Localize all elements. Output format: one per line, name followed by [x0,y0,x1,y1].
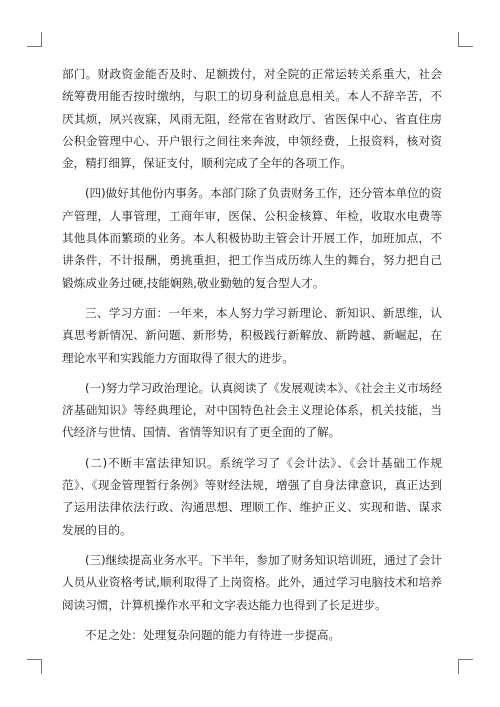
crop-mark-top-left [27,32,42,47]
paragraph-political-theory: (一)努力学习政治理论。认真阅读了《发展观读本》、《社会主义市场经济基础知识》等经典理论，对中国特色社会主义理论体系，机关技能，当代经济与世情、国情、省情等知识有了更全面的了解。 [62,380,442,440]
paragraph-shortcomings: 不足之处：处理复杂问题的能力有待进一步提高。 [85,627,341,642]
crop-mark-top-right [458,32,473,47]
paragraph-study-heading: 三、学习方面：一年来，本人努力学习新理论、新知识、新思维，认真思考新情况、新问题、新形势，积极践行新解放、新跨越、新崛起，在理论水平和实践能力方面取得了很大的进步。 [62,305,442,365]
paragraph-legal-knowledge: (二)不断丰富法律知识。系统学习了《会计法》、《会计基础工作规范》、《现金管理暂行条例》等财经法规，增强了自身法律意识，真正达到了运用法律依法行政、沟通思想、理顺工作、维护正义、实现和谐、谋求发展的目的。 [62,455,442,537]
document-body [62,63,442,654]
paragraph-other-duties: (四)做好其他份内事务。本部门除了负责财务工作，还分管本单位的资产管理，人事管理，工商年审，医保、公积金核算、年检，收取水电费等其他具体而繁琐的业务。本人积极协助主管会计开展工作，加班加点，不讲条件，不计报酬，勇挑重担，把工作当成历练人生的舞台，努力把自己锻炼成业务过硬,技能娴熟,敬业勤勉的复合型人才。 [62,186,442,290]
paragraph-continuation: 部门。财政资金能否及时、足额拨付，对全院的正常运转关系重大，社会统筹费用能否按时缴纳，与职工的切身利益息息相关。本人不辞辛苦，不厌其烦，夙兴夜寐，风雨无阻，经常在省财政厅、省医保中心、省直住房公积金管理中心、开户银行之间往来奔波，申领经费，上报资料，核对资金，精打细算，保证支付，顺利完成了全年的各项工作。 [62,67,442,171]
crop-mark-bottom-left [27,659,42,674]
paragraph-professional-level: (三)继续提高业务水平。下半年，参加了财务知识培训班，通过了会计人员从业资格考试,顺利取得了上岗资格。此外，通过学习电脑技术和培养阅读习惯，计算机操作水平和文字表达能力也得到了长足进步。 [62,552,442,612]
crop-mark-bottom-right [458,659,473,674]
